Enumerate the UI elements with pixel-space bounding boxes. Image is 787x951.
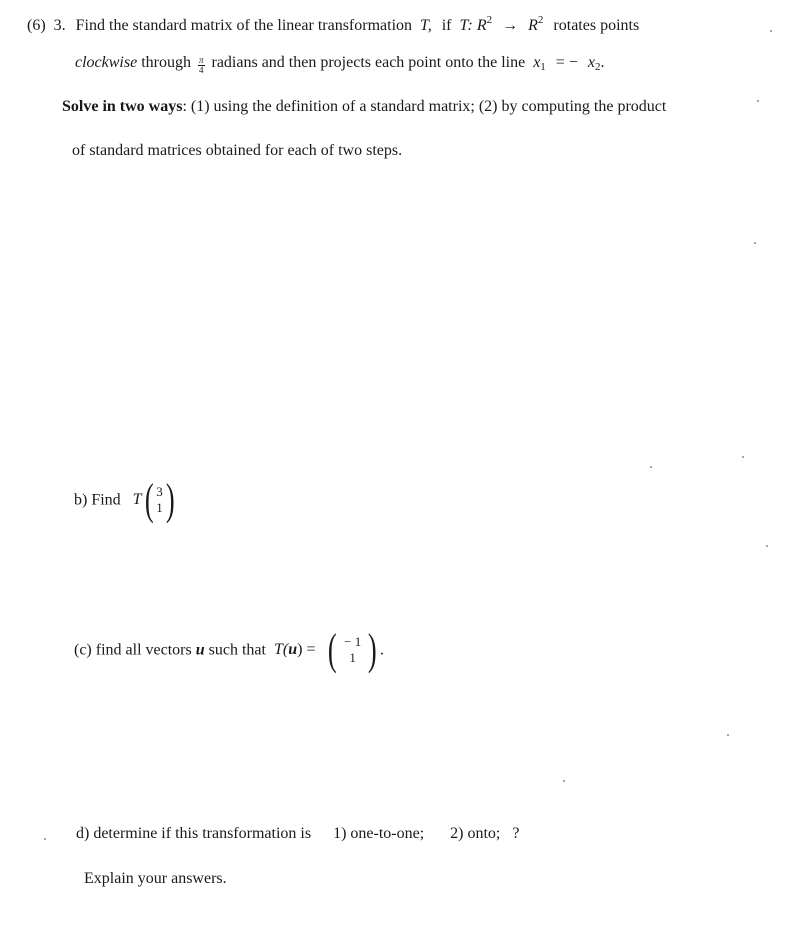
scan-speck bbox=[563, 780, 565, 782]
part-c-label: (c) find all vectors bbox=[74, 641, 192, 659]
domain-exponent: 2 bbox=[486, 14, 493, 26]
pi-over-4-fraction bbox=[198, 56, 205, 75]
part-d-question: ? bbox=[512, 825, 520, 842]
x1-variable: x bbox=[533, 54, 541, 71]
part-c-equation bbox=[274, 641, 320, 658]
vector-column bbox=[156, 484, 163, 516]
scan-speck bbox=[650, 466, 652, 468]
problem-intro: Find the standard matrix of the linear transformation bbox=[75, 17, 413, 34]
vector-entry-1: − 1 bbox=[344, 634, 362, 650]
codomain-exponent: 2 bbox=[537, 14, 544, 26]
part-b-vector bbox=[142, 475, 178, 525]
clockwise-word: clockwise bbox=[75, 54, 138, 71]
part-c-such-that: such that bbox=[208, 641, 266, 659]
part-b-label: b) Find bbox=[74, 491, 121, 509]
scan-speck bbox=[44, 838, 46, 840]
if-word: if bbox=[441, 17, 452, 34]
domain-R: R bbox=[476, 17, 487, 34]
part-c-u: u bbox=[195, 641, 205, 659]
solve-bold-text: Solve in two ways bbox=[62, 98, 183, 115]
scan-speck bbox=[766, 545, 768, 547]
part-d-explain bbox=[84, 869, 227, 889]
part-d bbox=[76, 824, 519, 844]
scan-speck bbox=[770, 30, 772, 32]
scan-speck bbox=[727, 734, 729, 736]
solve-line2-text: of standard matrices obtained for each of two steps. bbox=[72, 142, 403, 159]
problem-points: (6) bbox=[27, 17, 46, 34]
part-b-T: T bbox=[132, 491, 142, 509]
x2-variable: x bbox=[587, 54, 595, 71]
left-paren: ( bbox=[328, 625, 338, 675]
map-symbol: T: bbox=[459, 17, 473, 34]
equals-negative: = − bbox=[555, 54, 578, 71]
vector-entry-1: 3 bbox=[156, 484, 163, 500]
solve-rest-text: : (1) using the definition of a standard matrix; (2) by computing the product bbox=[182, 98, 667, 115]
rotates-text: rotates points bbox=[553, 17, 640, 34]
x1-subscript: 1 bbox=[540, 61, 546, 73]
radians-text: radians and then projects each point onto the line bbox=[211, 54, 526, 71]
part-d-label: d) determine if this transformation is bbox=[76, 825, 312, 842]
fraction-denominator: 4 bbox=[198, 65, 204, 75]
fraction-numerator: π bbox=[198, 55, 204, 65]
part-c-end: . bbox=[379, 641, 384, 659]
through-word: through bbox=[141, 54, 191, 71]
explain-text: Explain your answers. bbox=[84, 870, 227, 887]
right-paren: ) bbox=[368, 625, 377, 675]
part-c-vector bbox=[325, 625, 379, 675]
part-c-T-open: T( bbox=[273, 641, 289, 659]
part-b bbox=[74, 475, 177, 525]
scan-speck bbox=[757, 100, 759, 102]
vector-column bbox=[340, 634, 365, 666]
part-c-T-close: ) = bbox=[297, 641, 316, 659]
scan-speck bbox=[742, 456, 744, 458]
solve-instruction-line2 bbox=[72, 141, 402, 161]
problem-statement-line2 bbox=[75, 53, 604, 77]
scan-speck bbox=[754, 242, 756, 244]
right-paren: ) bbox=[165, 475, 175, 525]
transformation-symbol: T, bbox=[420, 17, 432, 34]
problem-statement-line1 bbox=[27, 10, 639, 36]
arrow-symbol: → bbox=[502, 17, 519, 34]
part-d-option1: 1) one-to-one; bbox=[333, 825, 425, 842]
solve-instruction-line1 bbox=[62, 97, 666, 117]
part-d-option2: 2) onto; bbox=[450, 825, 501, 842]
line2-period: . bbox=[600, 54, 605, 71]
part-c-u-inner: u bbox=[288, 641, 298, 659]
problem-number: 3. bbox=[53, 17, 66, 34]
vector-entry-2: 1 bbox=[156, 500, 163, 516]
codomain-R: R bbox=[528, 17, 538, 34]
left-paren: ( bbox=[144, 475, 154, 525]
x2-subscript: 2 bbox=[594, 61, 601, 73]
vector-entry-2: 1 bbox=[349, 650, 356, 666]
part-c bbox=[74, 625, 384, 675]
